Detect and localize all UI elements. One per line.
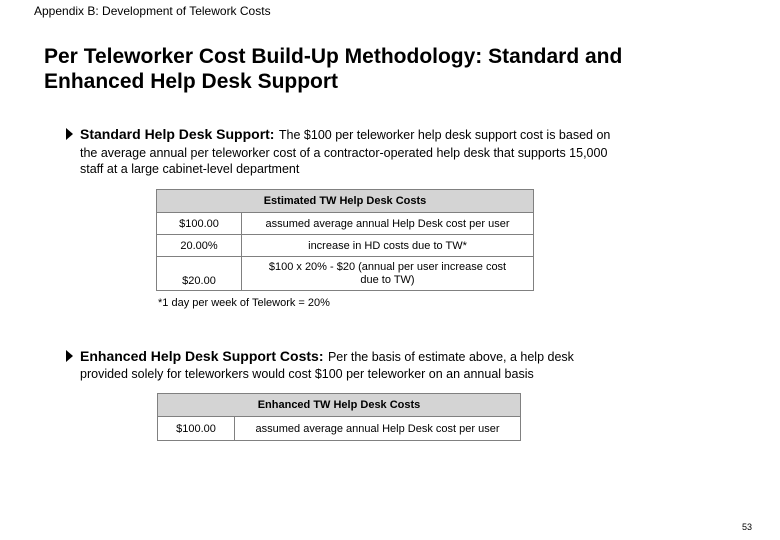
page-number: 53	[741, 522, 752, 532]
page-title	[44, 44, 744, 94]
section-standard-heading: Standard Help Desk Support:	[80, 126, 275, 142]
section-enhanced-text-line-2: provided solely for teleworkers would cost $100 per teleworker on an annual basis	[80, 367, 534, 381]
table-cell-desc: assumed average annual Help Desk cost per user	[242, 213, 534, 235]
estimated-costs-table-title: Estimated TW Help Desk Costs	[157, 190, 534, 213]
table-cell-desc: $100 x 20% - $20 (annual per user increase cost due to TW)	[242, 257, 534, 291]
table-cell-value: $20.00	[157, 257, 242, 291]
table-footnote: *1 day per week of Telework = 20%	[158, 297, 330, 309]
section-standard-text-line-2: the average annual per teleworker cost of a contractor-operated help desk that supports 15,000	[80, 146, 608, 160]
bullet-arrow-icon	[66, 128, 73, 140]
appendix-header: Appendix B: Development of Telework Costs	[34, 4, 271, 18]
table-cell-value: 20.00%	[157, 235, 242, 257]
enhanced-costs-table	[157, 393, 521, 441]
section-standard-text: The $100 per teleworker help desk support cost is based on	[278, 128, 611, 142]
table-cell-desc: assumed average annual Help Desk cost per user	[235, 417, 521, 441]
estimated-costs-table	[156, 189, 534, 291]
table-cell-value: $100.00	[158, 417, 235, 441]
bullet-arrow-icon	[66, 350, 73, 362]
section-enhanced-text: Per the basis of estimate above, a help desk	[327, 350, 574, 364]
section-standard-text-line-3: staff at a large cabinet-level department	[80, 162, 300, 176]
section-standard	[80, 126, 610, 144]
table-cell-desc: increase in HD costs due to TW*	[242, 235, 534, 257]
section-enhanced	[80, 348, 574, 366]
table-cell-value: $100.00	[157, 213, 242, 235]
page-title-line-2: Enhanced Help Desk Support	[44, 70, 339, 93]
enhanced-costs-table-title: Enhanced TW Help Desk Costs	[158, 394, 521, 417]
section-enhanced-heading: Enhanced Help Desk Support Costs:	[80, 348, 324, 364]
page-title-line-1: Per Teleworker Cost Build-Up Methodology: Standard and	[44, 45, 623, 68]
